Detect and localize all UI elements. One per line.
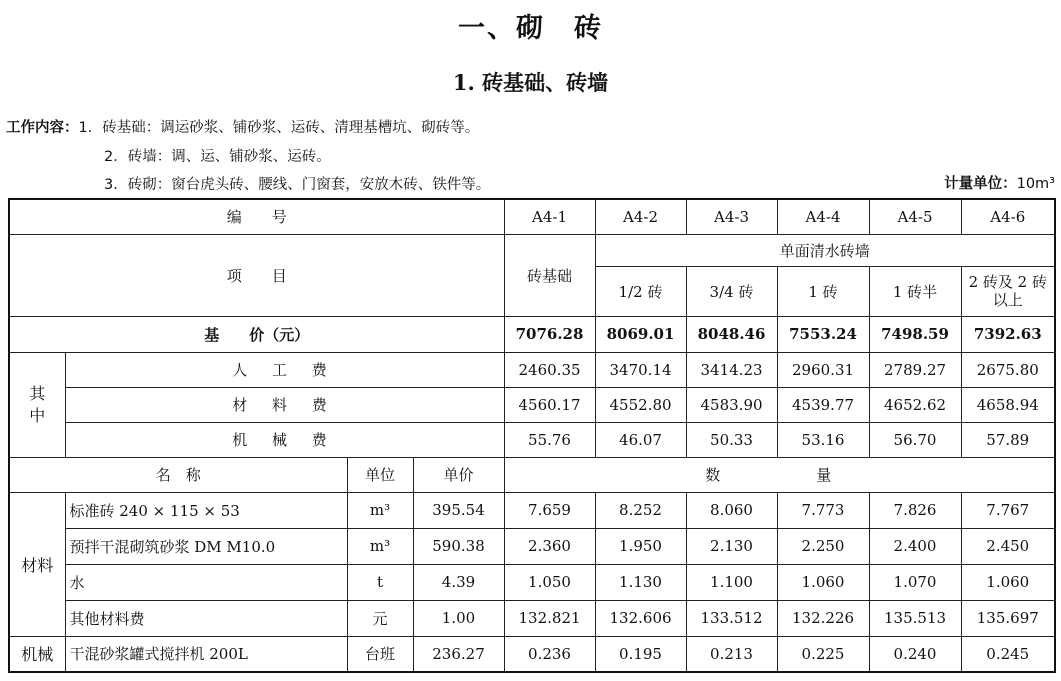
materials-label: 材料 — [9, 492, 65, 636]
quantity-cell: 132.821 — [504, 600, 595, 636]
wall-group-label: 单面清水砖墙 — [595, 234, 1055, 266]
quantity-cell: 1.130 — [595, 564, 686, 600]
code-row — [9, 199, 1055, 234]
quantity-cell: 1.060 — [777, 564, 869, 600]
work-content-line-1 — [6, 116, 479, 137]
machinery-price: 236.27 — [413, 636, 504, 672]
cost-cell: 4652.62 — [869, 387, 961, 422]
base-price-cell: 7392.63 — [961, 316, 1055, 352]
quantity-cell: 8.060 — [686, 492, 777, 528]
quantity-header: 数 量 — [504, 457, 1055, 492]
code-cell: A4-3 — [686, 199, 777, 234]
base-price-row — [9, 316, 1055, 352]
quantity-cell: 2.360 — [504, 528, 595, 564]
material-unit: m³ — [347, 528, 413, 564]
material-name: 水 — [65, 564, 347, 600]
resource-header-row — [9, 457, 1055, 492]
quantity-cell: 7.826 — [869, 492, 961, 528]
quantity-cell: 8.252 — [595, 492, 686, 528]
cost-label: 机 械 费 — [65, 422, 504, 457]
material-row — [9, 600, 1055, 636]
cost-cell: 4552.80 — [595, 387, 686, 422]
base-price-cell: 7498.59 — [869, 316, 961, 352]
material-name: 标准砖 240 × 115 × 53 — [65, 492, 347, 528]
code-cell: A4-2 — [595, 199, 686, 234]
quantity-cell: 1.050 — [504, 564, 595, 600]
quantity-cell: 135.697 — [961, 600, 1055, 636]
wall-type-cell: 1 砖 — [777, 266, 869, 316]
quantity-cell: 0.236 — [504, 636, 595, 672]
section-subtitle: 1. 砖基础、砖墙 — [452, 70, 609, 95]
cost-cell: 57.89 — [961, 422, 1055, 457]
cost-label: 材 料 费 — [65, 387, 504, 422]
cost-cell: 2460.35 — [504, 352, 595, 387]
foundation-label: 砖基础 — [504, 234, 595, 316]
quantity-cell: 132.226 — [777, 600, 869, 636]
quantity-cell: 2.130 — [686, 528, 777, 564]
cost-cell: 2675.80 — [961, 352, 1055, 387]
unit-value: 10m³ — [1016, 176, 1055, 192]
work-content-label: 工作内容： — [6, 120, 79, 136]
material-row — [9, 492, 1055, 528]
cost-row — [9, 387, 1055, 422]
quota-table — [8, 198, 1056, 673]
cost-cell: 2789.27 — [869, 352, 961, 387]
cost-cell: 3470.14 — [595, 352, 686, 387]
base-price-cell: 7553.24 — [777, 316, 869, 352]
name-header: 名 称 — [9, 457, 347, 492]
unit-label: 计量单位： — [944, 176, 1017, 192]
quantity-cell: 1.100 — [686, 564, 777, 600]
material-unit: m³ — [347, 492, 413, 528]
material-row — [9, 528, 1055, 564]
base-price-cell: 8069.01 — [595, 316, 686, 352]
quantity-cell: 133.512 — [686, 600, 777, 636]
work-content-item: 1．砖基础：调运砂浆、铺砂浆、运砖、清理基槽坑、砌砖等。 — [78, 120, 480, 136]
material-name: 其他材料费 — [65, 600, 347, 636]
base-price-label: 基 价（元） — [9, 316, 504, 352]
quantity-cell: 2.250 — [777, 528, 869, 564]
wall-type-cell: 3/4 砖 — [686, 266, 777, 316]
machinery-name: 干混砂浆罐式搅拌机 200L — [65, 636, 347, 672]
item-label: 项 目 — [9, 234, 504, 316]
quantity-cell: 0.213 — [686, 636, 777, 672]
price-header: 单价 — [413, 457, 504, 492]
code-cell: A4-6 — [961, 199, 1055, 234]
quantity-cell: 7.773 — [777, 492, 869, 528]
machinery-label: 机械 — [9, 636, 65, 672]
work-content-item: 2．砖墙：调、运、铺砂浆、运砖。 — [104, 149, 331, 165]
code-cell: A4-5 — [869, 199, 961, 234]
material-unit: 元 — [347, 600, 413, 636]
work-content-line-2 — [104, 145, 331, 166]
quantity-cell: 0.240 — [869, 636, 961, 672]
cost-cell: 2960.31 — [777, 352, 869, 387]
wall-type-cell: 2 砖及 2 砖以上 — [961, 266, 1055, 316]
cost-cell: 55.76 — [504, 422, 595, 457]
cost-cell: 56.70 — [869, 422, 961, 457]
quantity-cell: 132.606 — [595, 600, 686, 636]
quantity-cell: 0.195 — [595, 636, 686, 672]
quantity-cell: 0.245 — [961, 636, 1055, 672]
machinery-row — [9, 636, 1055, 672]
quantity-cell: 7.659 — [504, 492, 595, 528]
quantity-cell: 1.950 — [595, 528, 686, 564]
wall-type-cell: 1/2 砖 — [595, 266, 686, 316]
cost-cell: 46.07 — [595, 422, 686, 457]
quantity-cell: 2.450 — [961, 528, 1055, 564]
material-price: 590.38 — [413, 528, 504, 564]
quantity-cell: 1.070 — [869, 564, 961, 600]
material-row — [9, 564, 1055, 600]
quantity-cell: 0.225 — [777, 636, 869, 672]
cost-cell: 53.16 — [777, 422, 869, 457]
base-price-cell: 8048.46 — [686, 316, 777, 352]
cost-cell: 4658.94 — [961, 387, 1055, 422]
measurement-unit — [944, 172, 1055, 193]
material-name: 预拌干混砌筑砂浆 DM M10.0 — [65, 528, 347, 564]
unit-header: 单位 — [347, 457, 413, 492]
code-label: 编 号 — [9, 199, 504, 234]
cost-label: 人 工 费 — [65, 352, 504, 387]
among-label: 其中 — [9, 352, 65, 457]
cost-row — [9, 352, 1055, 387]
work-content-item: 3．砖砌：窗台虎头砖、腰线、门窗套，安放木砖、铁件等。 — [104, 177, 491, 193]
material-price: 395.54 — [413, 492, 504, 528]
page-title: 一、砌 砖 — [458, 13, 603, 44]
quantity-cell: 135.513 — [869, 600, 961, 636]
cost-cell: 4560.17 — [504, 387, 595, 422]
work-content-line-3 — [104, 173, 490, 194]
cost-cell: 3414.23 — [686, 352, 777, 387]
material-unit: t — [347, 564, 413, 600]
quantity-cell: 1.060 — [961, 564, 1055, 600]
cost-cell: 4539.77 — [777, 387, 869, 422]
quantity-cell: 2.400 — [869, 528, 961, 564]
cost-cell: 50.33 — [686, 422, 777, 457]
material-price: 1.00 — [413, 600, 504, 636]
base-price-cell: 7076.28 — [504, 316, 595, 352]
item-header-row — [9, 234, 1055, 266]
code-cell: A4-4 — [777, 199, 869, 234]
quantity-cell: 7.767 — [961, 492, 1055, 528]
cost-cell: 4583.90 — [686, 387, 777, 422]
cost-row — [9, 422, 1055, 457]
wall-type-cell: 1 砖半 — [869, 266, 961, 316]
material-price: 4.39 — [413, 564, 504, 600]
machinery-unit: 台班 — [347, 636, 413, 672]
code-cell: A4-1 — [504, 199, 595, 234]
